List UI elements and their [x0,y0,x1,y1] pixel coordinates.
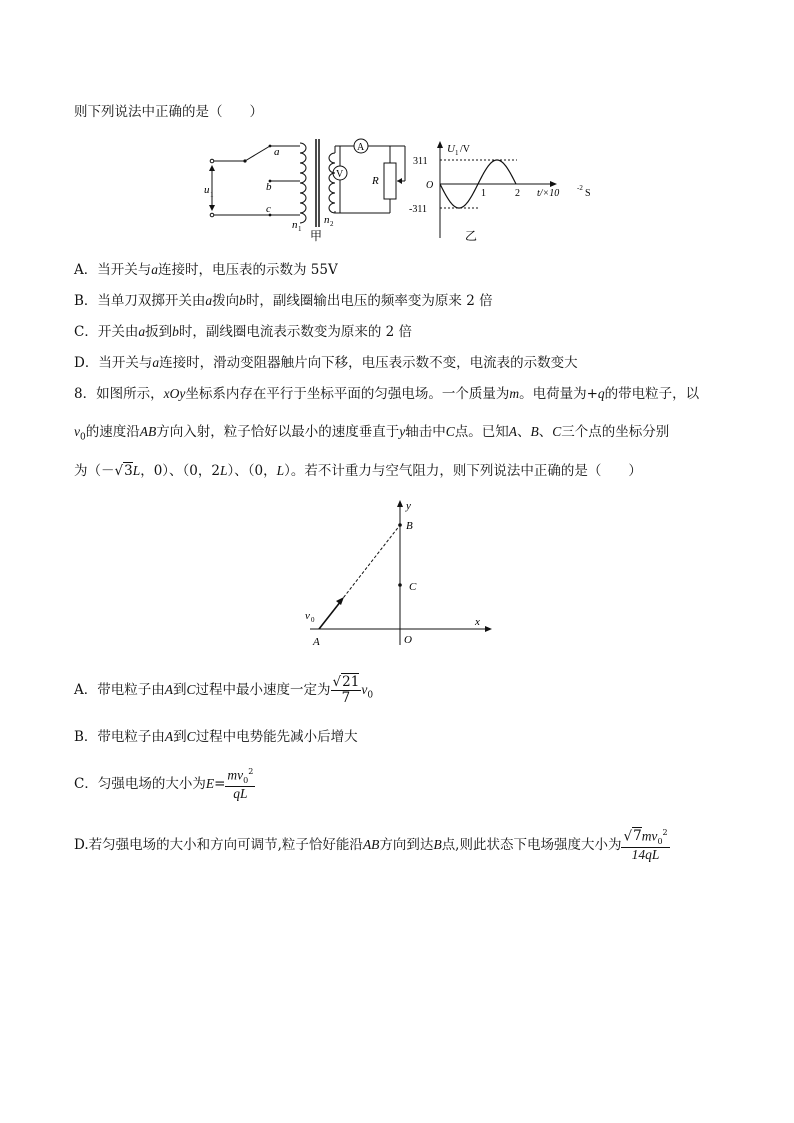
fig-v0-sub: 0 [311,616,315,624]
label-n1-sub: 1 [298,225,302,233]
label-n2: n [324,214,330,226]
ammeter-label: A [357,142,365,153]
y-axis-unit: /V [460,144,470,155]
label-u1: u [204,184,210,196]
x-axis-label: t/×10 [537,188,560,199]
figure-jia-caption: 甲 [310,229,323,243]
q8-stem-line1: 8．如图所示，xOy坐标系内存在平行于坐标平面的匀强电场。一个质量为m。电荷量为+q的带电粒子，以 [74,386,700,402]
figure-yi-caption: 乙 [465,229,478,243]
origin-label: O [426,180,434,191]
coordinate-figure [295,495,505,655]
transformer-circuit-figure [200,135,415,245]
tick-neg-311: -311 [409,204,427,215]
x-axis-label-exp: -2 [577,184,583,192]
fig-x-label: x [475,616,480,628]
q7-option-d: D．当开关与a连接时，滑动变阻器触片向下移，电压表示数不变，电流表的示数变大 [74,355,578,371]
q8-option-d: D.若匀强电场的大小和方向可调节,粒子恰好能沿AB方向到达B点,则此状态下电场强度大小为 $\frac{√7mv_0^2}{14qL}$ [74,827,668,862]
q7-option-a: A．当开关与a连接时，电压表的示数为 55V [74,262,338,278]
x-axis-unit: S [585,188,591,199]
q8-stem-line3: 为（－√3L，0）、（0，2L）、（0，L）。若不计重力与空气阻力，则下列说法中正确的是（ ） [74,463,642,479]
label-n1: n [292,219,298,231]
label-n2-sub: 2 [330,220,334,228]
label-c: c [266,203,271,215]
rheostat-label: R [372,175,379,187]
label-u1-sub: 1 [210,191,214,199]
fig-v0-label: v [305,610,310,622]
y-axis-label-sub: 1 [455,149,459,157]
fig-y-label: y [406,500,411,512]
tick-1: 1 [481,188,486,199]
q7-option-b: B．当单刀双掷开关由a拨向b时，副线圈输出电压的频率变为原来 2 倍 [74,293,493,309]
fig-point-a: A [313,636,320,648]
q7-option-c: C．开关由a扳到b时，副线圈电流表示数变为原来的 2 倍 [74,324,413,340]
y-axis-label: U [447,143,455,155]
q7-stem: 则下列说法中正确的是（ ） [74,104,263,120]
fig-origin: O [404,634,412,646]
q8-option-a: A．带电粒子由A到C过程中最小速度一定为 $\frac{√21}{7}$ $v_0$ [74,674,374,706]
tick-311: 311 [413,156,428,167]
q8-option-b: B．带电粒子由A到C过程中电势能先减小后增大 [74,729,358,745]
fig-point-c: C [409,581,417,593]
q8-stem-line2: $v_0$的速度沿AB方向入射，粒子恰好以最小的速度垂直于y轴击中C点。已知A、B、C三个点的坐标分别 [74,424,670,443]
label-a: a [274,146,280,158]
voltmeter-label: V [336,169,344,180]
tick-2: 2 [515,188,520,199]
label-b: b [266,181,272,193]
voltage-waveform-figure [405,138,595,248]
q8-option-c: C．匀强电场的大小为E= $\frac{mv_0^2}{qL}$ [74,766,254,801]
fig-point-b: B [406,520,413,532]
